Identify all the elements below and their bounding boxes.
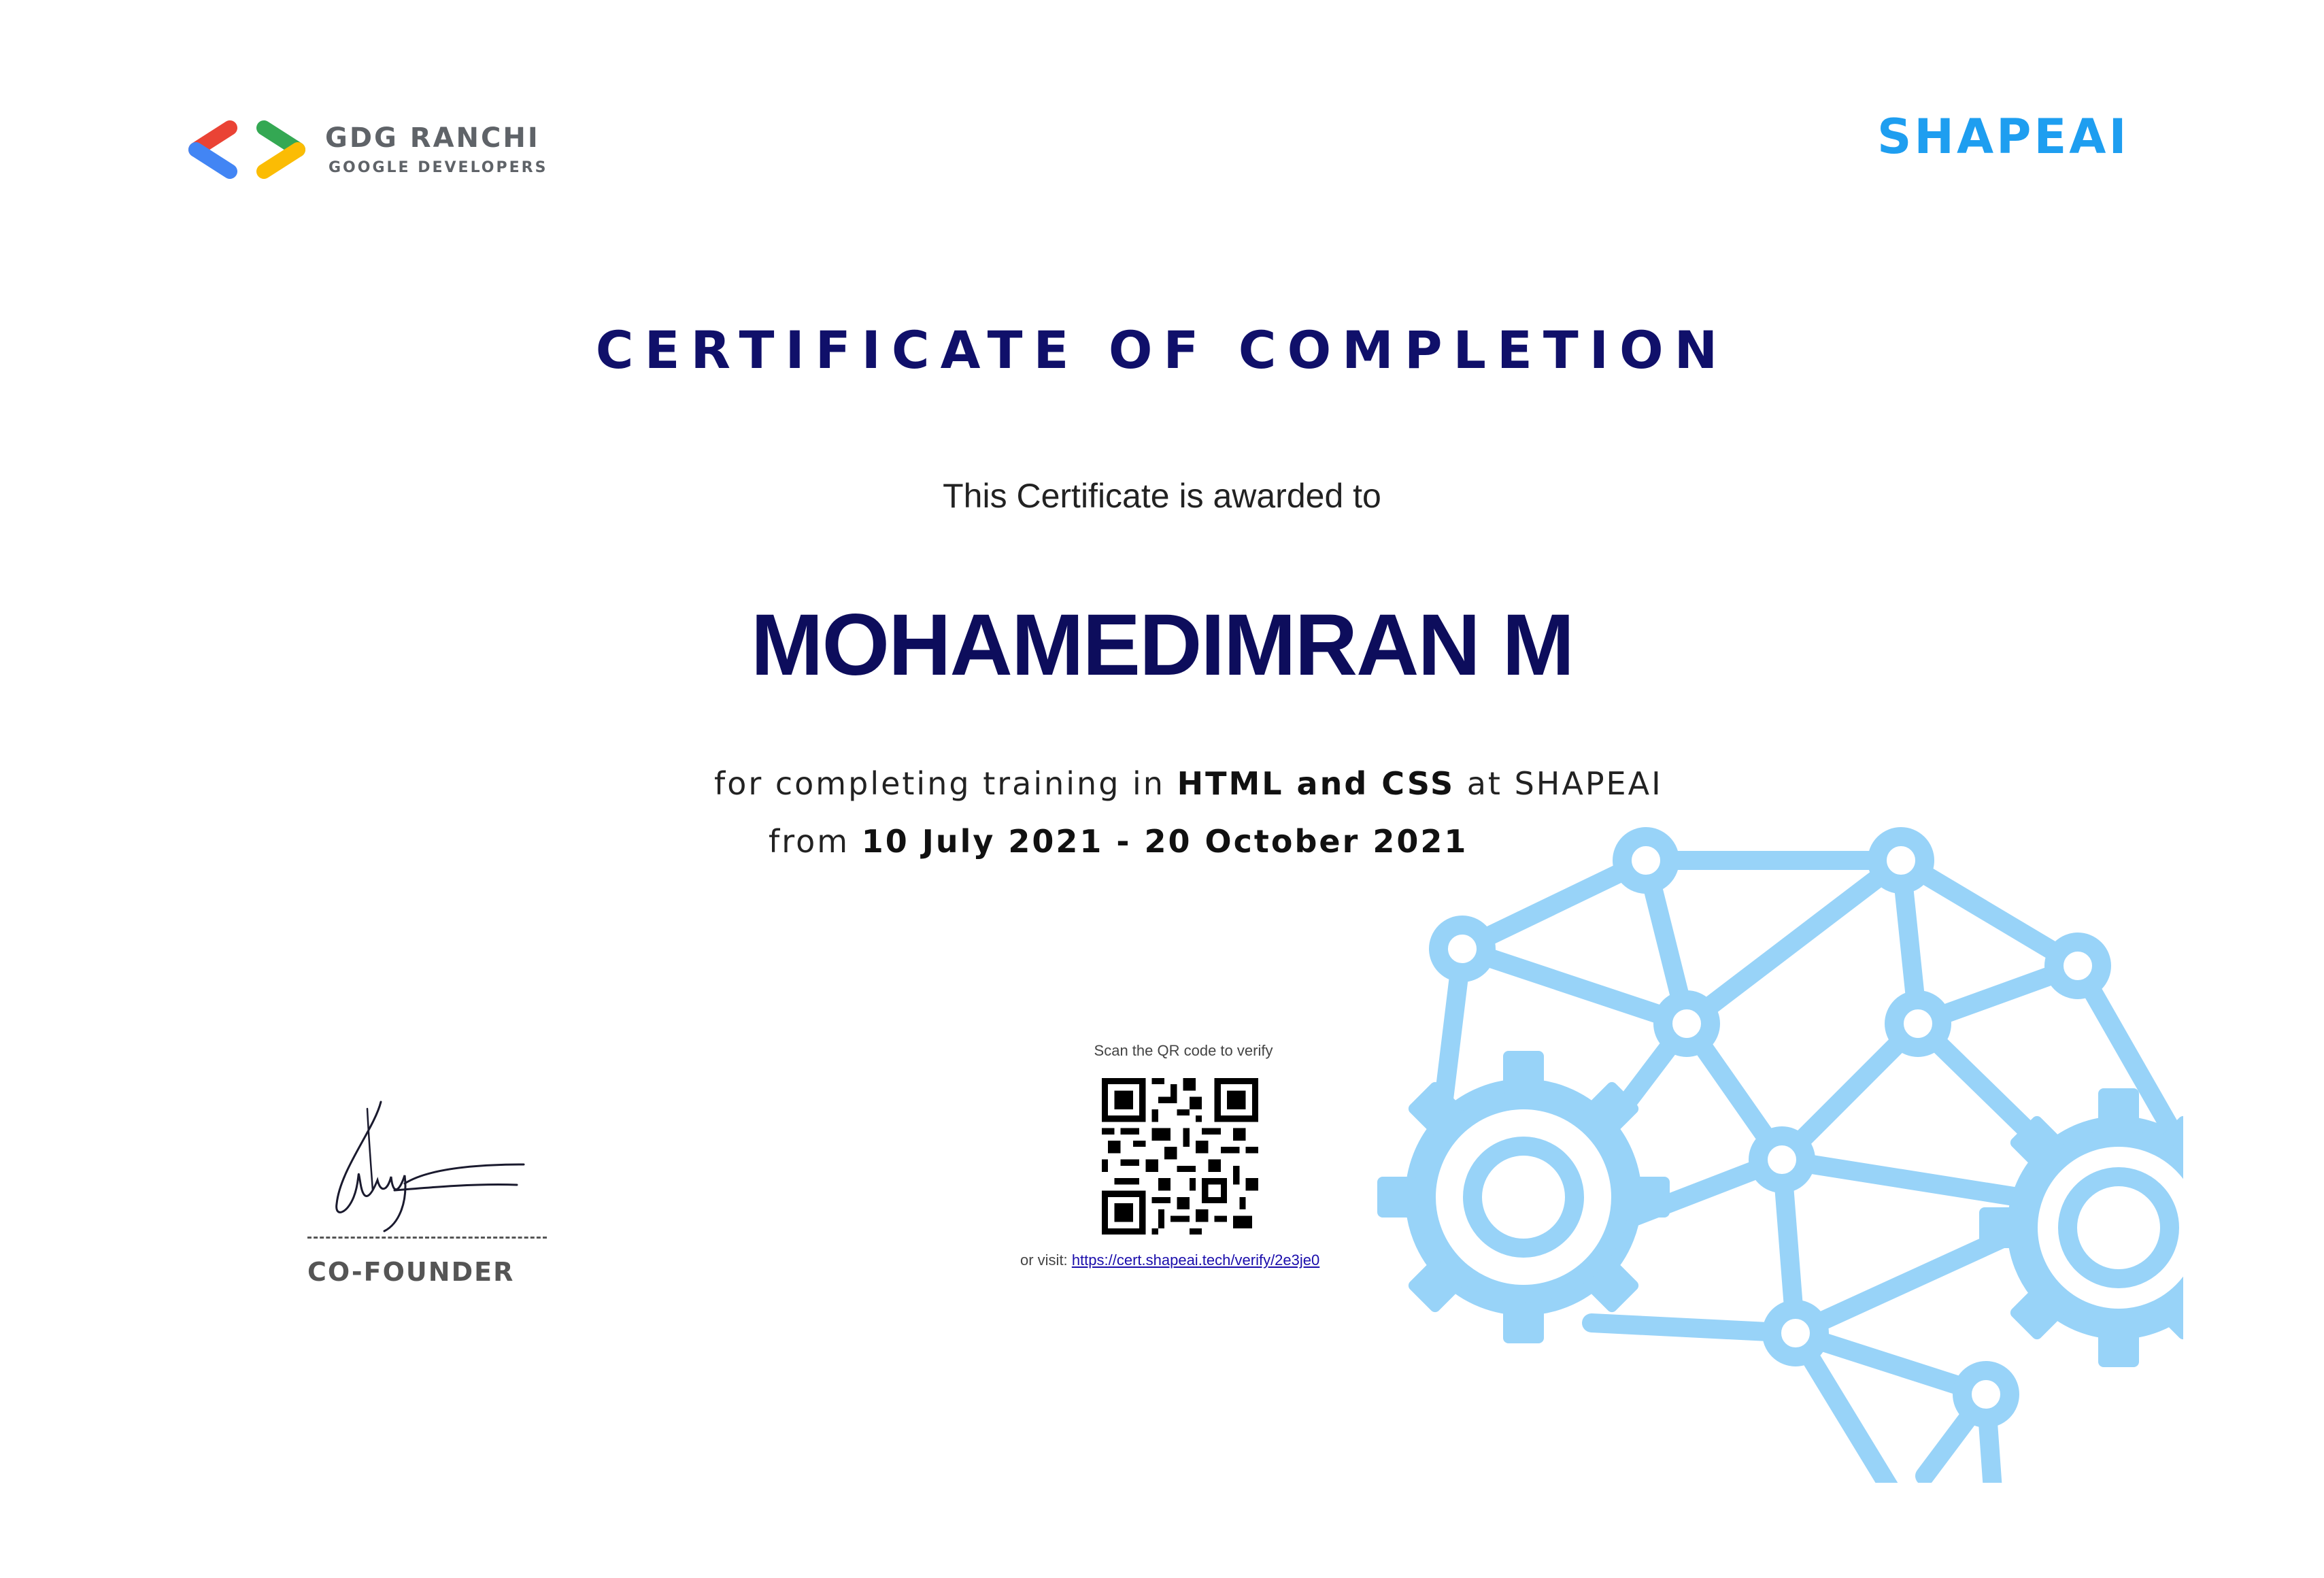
gdg-logo-subtitle: GOOGLE DEVELOPERS <box>329 159 548 176</box>
verify-link-line <box>1020 1252 1319 1269</box>
brain-network-gears-icon <box>1367 809 2183 1483</box>
certificate-heading: CERTIFICATE OF COMPLETION <box>595 320 1729 380</box>
awarded-text: This Certificate is awarded to <box>943 477 1381 515</box>
signature-line <box>307 1237 547 1239</box>
course-name: HTML and CSS <box>1177 765 1455 802</box>
gdg-chevrons-icon <box>182 116 318 190</box>
shapeai-logo <box>1877 109 2129 170</box>
recipient-name: MOHAMEDIMRAN M <box>750 597 1574 694</box>
visit-label: or visit: <box>1020 1252 1068 1269</box>
qr-caption: Scan the QR code to verify <box>1094 1042 1273 1059</box>
signatory-role: CO-FOUNDER <box>307 1257 515 1287</box>
training-suffix: at SHAPEAI <box>1466 765 1663 802</box>
gdg-ranchi-logo <box>182 116 548 190</box>
signature-icon <box>320 1088 537 1238</box>
training-prefix: for completing training in <box>714 765 1165 802</box>
qr-code-icon <box>1102 1078 1258 1235</box>
gdg-logo-title: GDG RANCHI <box>325 122 540 154</box>
shapeai-logo-text: SHAPEAI <box>1877 109 2129 165</box>
from-label: from <box>769 823 850 860</box>
date-line <box>769 823 1468 860</box>
date-range: 10 July 2021 - 20 October 2021 <box>861 823 1468 860</box>
training-line <box>714 765 1663 802</box>
verify-link[interactable]: https://cert.shapeai.tech/verify/2e3je0 <box>1071 1252 1320 1269</box>
